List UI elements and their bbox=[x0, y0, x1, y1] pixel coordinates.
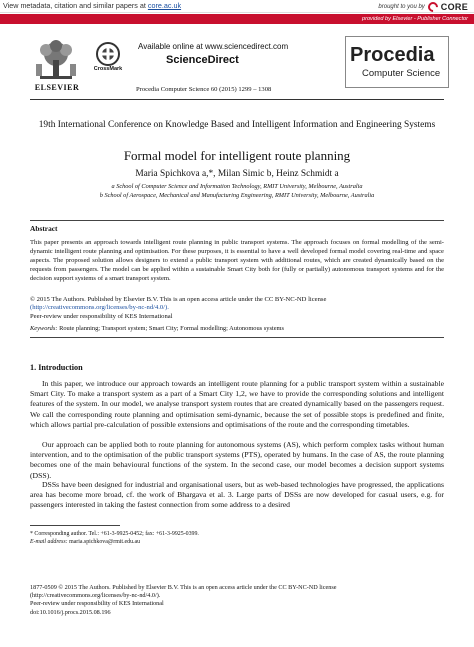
footnote-email-label: E-mail address: bbox=[30, 539, 68, 545]
elsevier-logo-text: ELSEVIER bbox=[34, 83, 80, 92]
intro-paragraph-1 bbox=[30, 379, 444, 430]
core-link-prefix: View metadata, citation and similar papers at bbox=[3, 1, 146, 10]
intro-paragraph-3 bbox=[30, 480, 444, 511]
sciencedirect-title: ScienceDirect bbox=[166, 54, 239, 66]
keywords-label: Keywords: bbox=[30, 325, 58, 332]
keywords-line bbox=[30, 325, 444, 332]
peer-review-note: Peer-review under responsibility of KES International bbox=[30, 312, 173, 320]
intro-heading: 1. Introduction bbox=[30, 363, 83, 372]
abstract-license bbox=[30, 296, 444, 321]
core-brand[interactable] bbox=[378, 0, 468, 13]
footnote-corresponding: * Corresponding author. Tel.: +61-3-9925-0452; fax: +61-3-9925-0399. bbox=[30, 531, 199, 537]
affiliation-a: a School of Computer Science and Information Technology, RMIT University, Melbourne, Australia bbox=[111, 183, 363, 190]
procedia-logo-title: Procedia bbox=[350, 44, 435, 66]
elsevier-tree-logo-icon bbox=[32, 38, 80, 82]
license-url[interactable]: (http://creativecommons.org/licenses/by-nc-nd/4.0/). bbox=[30, 304, 169, 312]
core-brand-name: CORE bbox=[440, 1, 468, 12]
bottom-issn: 1877-0509 © 2015 The Authors. Published by Elsevier B.V. This is an open access article under the CC BY-NC-ND license bbox=[30, 584, 337, 591]
intro-p2-text: Our approach can be applied both to route planning for autonomous systems (AS), which perform complex tasks without human intervention, and to the optimisation of the public transport systems (PTS), operated by humans. In the case of AS, the route planning becomes one of the main behavioural functions of the system. In the second case, our model becomes a decision support systems (DSS). bbox=[30, 440, 444, 480]
abstract-body: This paper presents an approach towards intelligent route planning in public transport systems. The approach focuses on formal modelling of the semi-dynamic intelligent route planning and optimisation. For these purposes, it is essential to have a well developed formal model covering real-time and space aspects. The proposed solution allows designers to extend a public transport system with additional routes, which are created dynamically based on the requests from passengers. The model can be applied within a sustainable Smart City both for (fully or partially) autonomous transport systems and for the decision support systems of a smart transport system. bbox=[30, 239, 444, 282]
header-divider bbox=[30, 99, 444, 100]
bottom-url[interactable]: (http://creativecommons.org/licenses/by-nc-nd/4.0/). bbox=[30, 592, 161, 600]
affiliation-b: b School of Aerospace, Mechanical and Manufacturing Engineering, RMIT University, Melbourne, Australia bbox=[99, 192, 375, 199]
core-metadata-link[interactable] bbox=[3, 1, 181, 10]
abstract-bottom-rule bbox=[30, 337, 444, 338]
footnote bbox=[30, 530, 444, 546]
intro-paragraph-2 bbox=[30, 440, 444, 481]
core-link-url[interactable]: core.ac.uk bbox=[147, 1, 182, 10]
paper-authors: Maria Spichkova a,*, Milan Simic b, Heinz Schmidt a bbox=[135, 169, 339, 179]
core-provider-row bbox=[0, 14, 474, 24]
conference-name: 19th International Conference on Knowledge Based and Intelligent Information and Engineering Systems bbox=[38, 120, 436, 130]
intro-p3-text: DSSs have been designed for industrial and organisational users, but as web-based technologies have progressed, the applications area has become more broad, cf. the work of Bhargava et al. 3. Large parts of DSSs are now developed for casual users, e.g. for passengers interested in taking the fastest connection from some address to a desired bbox=[30, 480, 444, 510]
procedia-logo-subtitle: Computer Science bbox=[362, 68, 441, 79]
paper-title: Formal model for intelligent route planning bbox=[123, 148, 351, 163]
footnote-email[interactable]: maria.spichkova@rmit.edu.au bbox=[69, 539, 141, 545]
bottom-peer-review: Peer-review under responsibility of KES International bbox=[30, 600, 164, 608]
core-banner bbox=[0, 0, 474, 24]
journal-meta: Procedia Computer Science 60 (2015) 1299 – 1308 bbox=[136, 86, 272, 93]
bottom-doi[interactable]: doi:10.1016/j.procs.2015.08.196 bbox=[30, 608, 111, 616]
core-logo-icon bbox=[426, 0, 440, 14]
crossmark-label: CrossMark bbox=[93, 66, 123, 72]
core-top-row bbox=[0, 0, 474, 13]
abstract-heading: Abstract bbox=[30, 224, 58, 233]
core-provided-by[interactable]: provided by Elsevier - Publisher Connector bbox=[361, 16, 468, 22]
core-brought-by: brought to you by bbox=[378, 3, 425, 10]
license-text: © 2015 The Authors. Published by Elsevier B.V. This is an open access article under the CC BY-NC-ND license bbox=[30, 296, 327, 303]
crossmark-icon[interactable] bbox=[96, 42, 120, 66]
keywords-list: Route planning; Transport system; Smart City; Formal modelling; Autonomous systems bbox=[59, 325, 285, 332]
footnote-rule bbox=[30, 525, 120, 526]
intro-p1-text: In this paper, we introduce our approach towards an intelligent route planning for a public transport system within a sustainable Smart City. To make a transport system as a part of a Smart City 1,2, we have to provide the corresponding solutions and intelligent features of the system. In our model, we analyse transport system routes that are created dynamically based on the passengers request. We call the corresponding route planning and optimisation semi-dynamic, because the set of possible stops is predefined and finite, which allows partial pre-calculation of possible extensions and optimisations of the route and the corresponding timetables. bbox=[30, 379, 444, 429]
abstract-top-rule bbox=[30, 220, 444, 221]
available-online: Available online at www.sciencedirect.com bbox=[138, 42, 289, 51]
footnote-email-line bbox=[30, 538, 444, 546]
bottom-copyright bbox=[30, 584, 444, 617]
